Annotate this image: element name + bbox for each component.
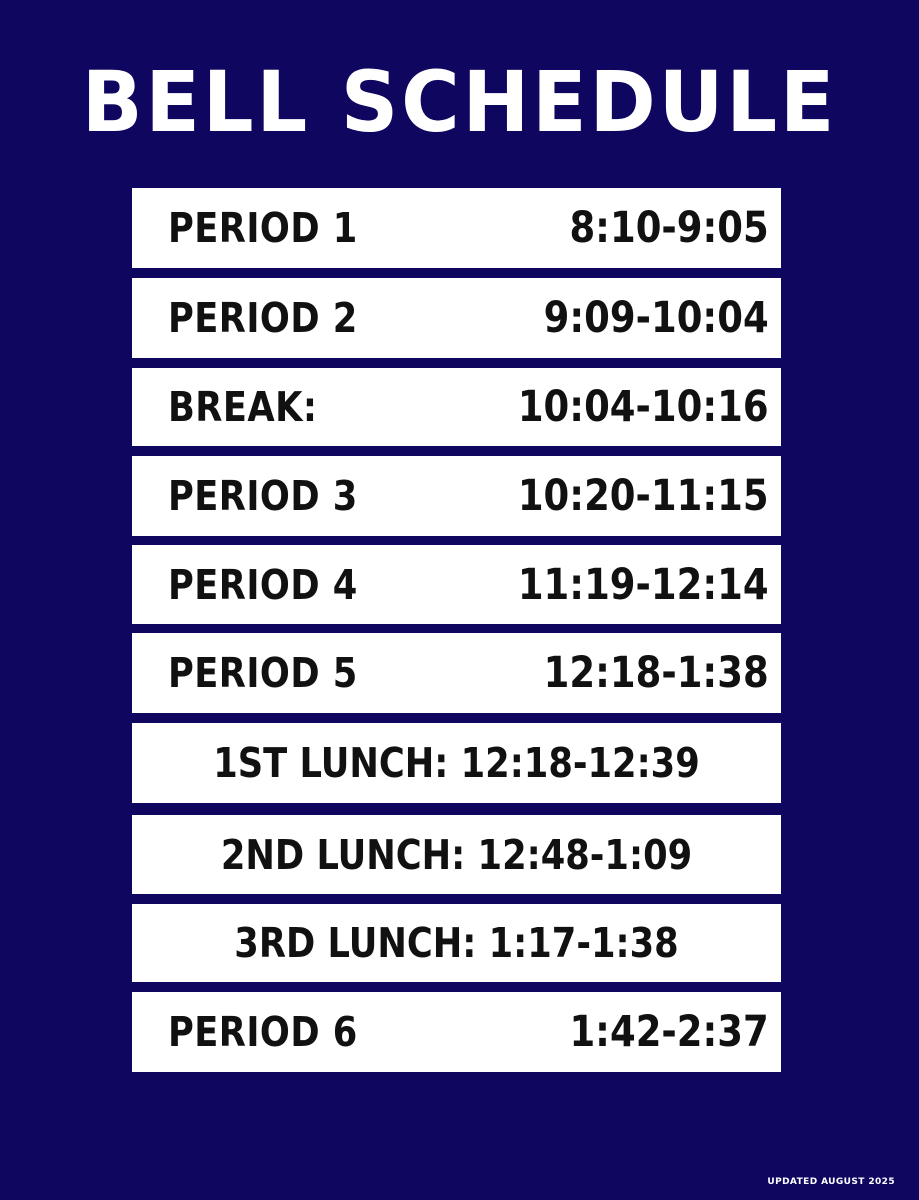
schedule-row-second-lunch bbox=[132, 815, 781, 894]
period-time: 9:09-10:04 bbox=[543, 293, 769, 343]
schedule-row-period-1 bbox=[132, 188, 781, 268]
schedule-row-third-lunch bbox=[132, 904, 781, 982]
period-label: PERIOD 4 bbox=[168, 560, 358, 609]
schedule-row-period-3 bbox=[132, 456, 781, 536]
updated-note: UPDATED AUGUST 2025 bbox=[767, 1177, 895, 1187]
period-label: PERIOD 2 bbox=[168, 294, 358, 342]
period-time: 8:10-9:05 bbox=[569, 203, 769, 253]
period-label: BREAK: bbox=[168, 383, 318, 431]
period-time: 1:42-2:37 bbox=[569, 1007, 769, 1057]
period-label: PERIOD 1 bbox=[168, 204, 358, 252]
page-title: BELL SCHEDULE bbox=[81, 53, 838, 151]
period-label: PERIOD 3 bbox=[168, 472, 358, 520]
period-label: PERIOD 5 bbox=[168, 649, 358, 697]
period-time: 10:20-11:15 bbox=[518, 471, 769, 521]
schedule-row-first-lunch bbox=[132, 723, 781, 803]
lunch-text: 2ND LUNCH: 12:48-1:09 bbox=[220, 830, 693, 879]
schedule-row-period-6 bbox=[132, 992, 781, 1072]
schedule-row-period-5 bbox=[132, 633, 781, 713]
lunch-text: 3RD LUNCH: 1:17-1:38 bbox=[234, 919, 679, 967]
period-time: 12:18-1:38 bbox=[543, 648, 769, 698]
schedule-row-period-2 bbox=[132, 278, 781, 358]
period-time: 11:19-12:14 bbox=[518, 559, 769, 610]
period-time: 10:04-10:16 bbox=[518, 382, 769, 432]
period-label: PERIOD 6 bbox=[168, 1008, 358, 1056]
schedule-row-period-4 bbox=[132, 545, 781, 624]
schedule-row-break bbox=[132, 368, 781, 446]
lunch-text: 1ST LUNCH: 12:18-12:39 bbox=[213, 739, 700, 787]
